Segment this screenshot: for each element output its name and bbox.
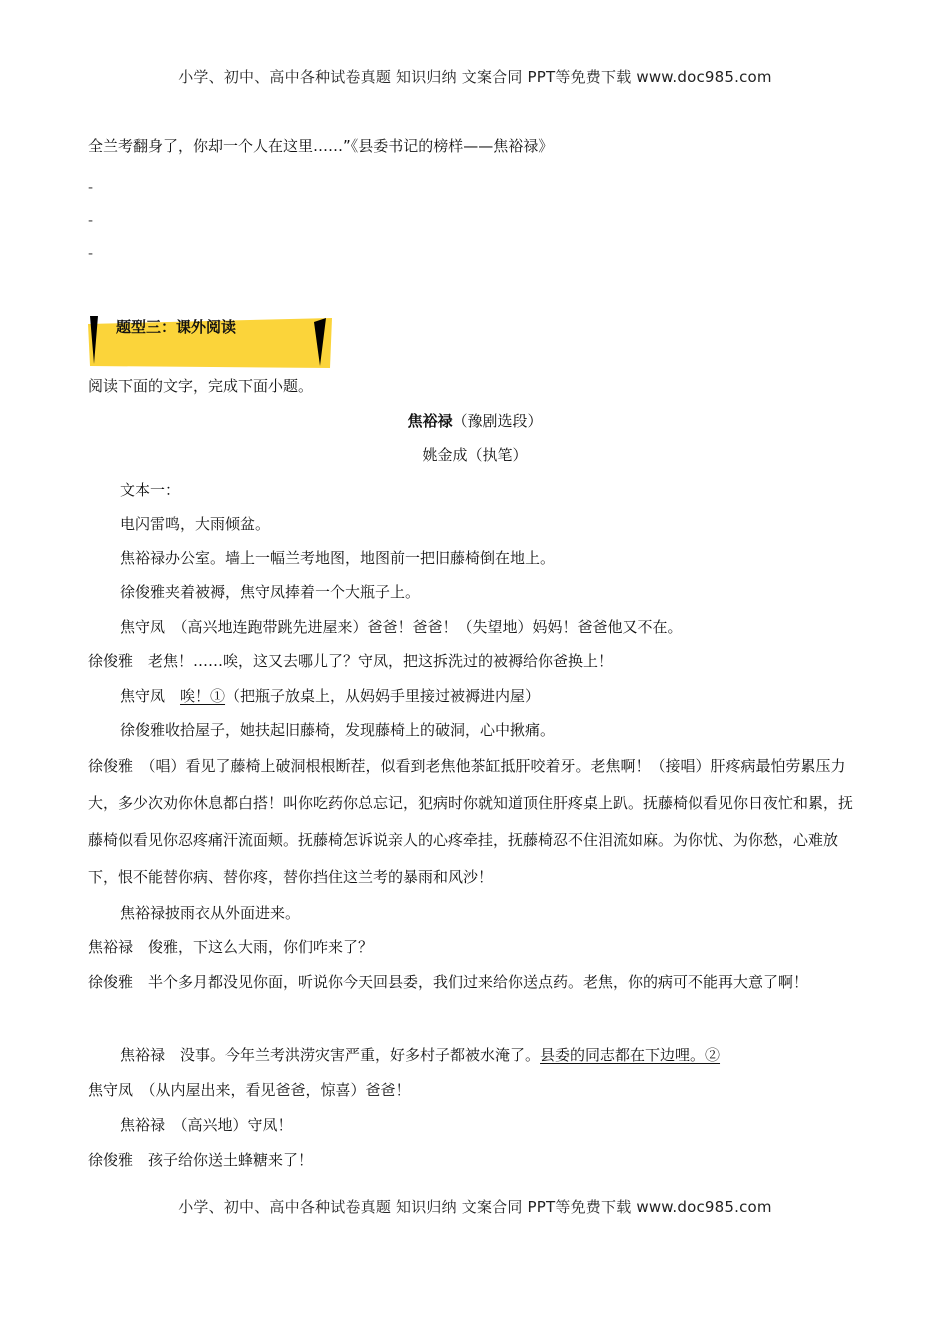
author-line: 姚金成（执笔） — [422, 446, 528, 464]
stage-line-2: 焦裕禄办公室。墙上一幅兰考地图，地图前一把旧藤椅倒在地上。 — [120, 549, 556, 567]
dialogue-line-13: 焦裕禄 （高兴地）守凤！ — [120, 1116, 293, 1134]
dialogue-11-text: 焦裕禄 没事。今年兰考洪涝灾害严重，好多村子都被水淹了。 — [120, 1046, 541, 1064]
dialogue-line-6 — [120, 686, 900, 706]
instruction-text: 阅读下面的文字，完成下面小题。 — [88, 377, 314, 395]
underlined-phrase-1: 唉！① — [180, 687, 226, 705]
speaker-jiao-shoufeng: 焦守凤 — [120, 687, 181, 705]
stage-line-8: 焦裕禄披雨衣从外面进来。 — [120, 904, 301, 922]
piece-title-main: 焦裕禄 — [407, 412, 453, 430]
dialogue-line-10: 徐俊雅 半个多月都没见你面，听说你今天回县委，我们过来给你送点药。老焦，你的病可不能再大意了啊！ — [88, 973, 809, 991]
intro-line: 全兰考翻身了，你却一个人在这里……”《县委书记的榜样——焦裕禄》 — [88, 137, 554, 155]
dialogue-line-9: 焦裕禄 俊雅，下这么大雨，你们咋来了？ — [88, 938, 374, 956]
dash-3: - — [88, 246, 94, 262]
dialogue-line-5: 徐俊雅 老焦！……唉，这又去哪儿了？守凤，把这拆洗过的被褥给你爸换上！ — [88, 652, 614, 670]
dash-1: - — [88, 180, 94, 196]
section-banner — [88, 316, 332, 370]
stage-direction-6: （把瓶子放桌上，从妈妈手里接过被褥进内屋） — [225, 687, 541, 705]
dialogue-line-11 — [120, 1045, 900, 1065]
song-paragraph: 徐俊雅 （唱）看见了藤椅上破洞根根断茬，似看到老焦他茶缸抵肝咬着牙。老焦啊！（接唱）肝疼病最怕劳累压力大，多少次劝你休息都白搭！叫你吃药你总忘记，犯病时你就知道顶住肝疼桌上趴。抚藤椅似看见你日夜忙和累，抚藤椅似看见你忍疼痛汗流面颊。抚藤椅怎诉说亲人的心疼牵挂，抚藤椅忍不住泪流如麻。为你忧、为你愁，心难放下，恨不能替你病、替你疼，替你挡住这兰考的暴雨和风沙！ — [88, 757, 854, 886]
dialogue-line-14: 徐俊雅 孩子给你送土蜂糖来了！ — [88, 1151, 314, 1169]
piece-title — [0, 410, 950, 431]
section-label: 题型三：课外阅读 — [116, 318, 237, 336]
page-footer: 小学、初中、高中各种试卷真题 知识归纳 文案合同 PPT等免费下载 www.doc985.com — [178, 1198, 772, 1216]
page-header: 小学、初中、高中各种试卷真题 知识归纳 文案合同 PPT等免费下载 www.doc985.com — [178, 68, 772, 86]
underlined-phrase-2: 县委的同志都在下边哩。② — [540, 1046, 721, 1064]
text-label: 文本一： — [120, 481, 181, 499]
stage-line-1: 电闪雷鸣，大雨倾盆。 — [120, 515, 271, 533]
piece-title-sub: （豫剧选段） — [452, 412, 543, 430]
stage-line-3: 徐俊雅夹着被褥，焦守凤捧着一个大瓶子上。 — [120, 583, 421, 601]
stage-line-7: 徐俊雅收拾屋子，她扶起旧藤椅，发现藤椅上的破洞，心中揪痛。 — [120, 721, 556, 739]
dialogue-line-12: 焦守凤 （从内屋出来，看见爸爸，惊喜）爸爸！ — [88, 1081, 411, 1099]
dash-2: - — [88, 213, 94, 229]
dialogue-line-4: 焦守凤 （高兴地连跑带跳先进屋来）爸爸！爸爸！（失望地）妈妈！爸爸他又不在。 — [120, 618, 683, 636]
